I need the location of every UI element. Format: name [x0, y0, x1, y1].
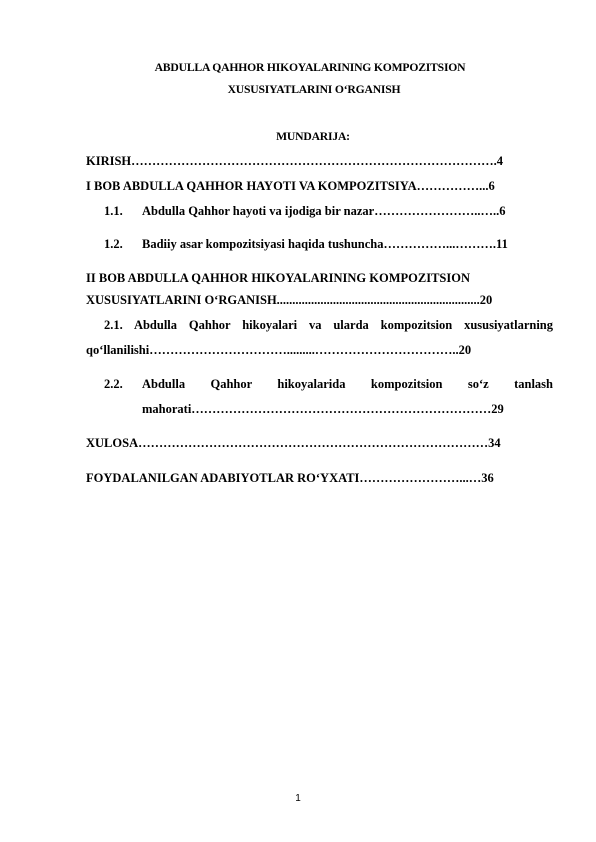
toc-entry-xulosa: XULOSA…………………………………………………………………………34	[86, 436, 501, 450]
toc-entry-references: FOYDALANILGAN ADABIYOTLAR RO‘YXATI……………………...…36	[86, 471, 494, 485]
toc-entry-kirish: KIRISH…………………………………………………………………………….4	[86, 154, 504, 168]
toc-entry-1-1	[104, 203, 505, 219]
toc-entry-2-2-line-2: mahorati………………………………………………………………29	[142, 402, 504, 416]
toc-entry-chapter-2-line-1: II BOB ABDULLA QAHHOR HIKOYALARINING KOMPOZITSION	[86, 271, 470, 285]
contents-heading: MUNDARIJA:	[276, 130, 350, 143]
page-number: 1	[295, 793, 301, 804]
toc-entry-2-1-line-1: 2.1. Abdulla Qahhor hikoyalari va ularda kompozitsion xususiyatlarning	[104, 318, 553, 332]
toc-entry-chapter-1: I BOB ABDULLA QAHHOR HAYOTI VA KOMPOZITSIYA……………...6	[86, 179, 495, 193]
toc-entry-2-2-number: 2.2.	[104, 377, 123, 391]
toc-entry-1-1-number: 1.1.	[104, 204, 123, 218]
toc-entry-1-2	[104, 236, 508, 252]
toc-entry-2-1-line-2: qo‘llanilishi…………………………….........……………………………..20	[86, 343, 472, 357]
toc-entry-1-2-number: 1.2.	[104, 237, 123, 251]
toc-entry-2-2-line-1: Abdulla Qahhor hikoyalarida kompozitsion so‘z tanlash	[142, 377, 553, 391]
document-title-line-2: XUSUSIYATLARINI O‘RGANISH	[227, 83, 401, 96]
toc-entry-chapter-2-line-2: XUSUSIYATLARINI O‘RGANISH.................................................................20	[86, 293, 493, 307]
toc-entry-1-2-text: Badiiy asar kompozitsiyasi haqida tushuncha……………...……….11	[142, 237, 508, 251]
toc-entry-1-1-text: Abdulla Qahhor hayoti va ijodiga bir nazar……………………..…..6	[142, 204, 506, 218]
document-title-line-1: ABDULLA QAHHOR HIKOYALARINING KOMPOZITSION	[154, 61, 466, 74]
